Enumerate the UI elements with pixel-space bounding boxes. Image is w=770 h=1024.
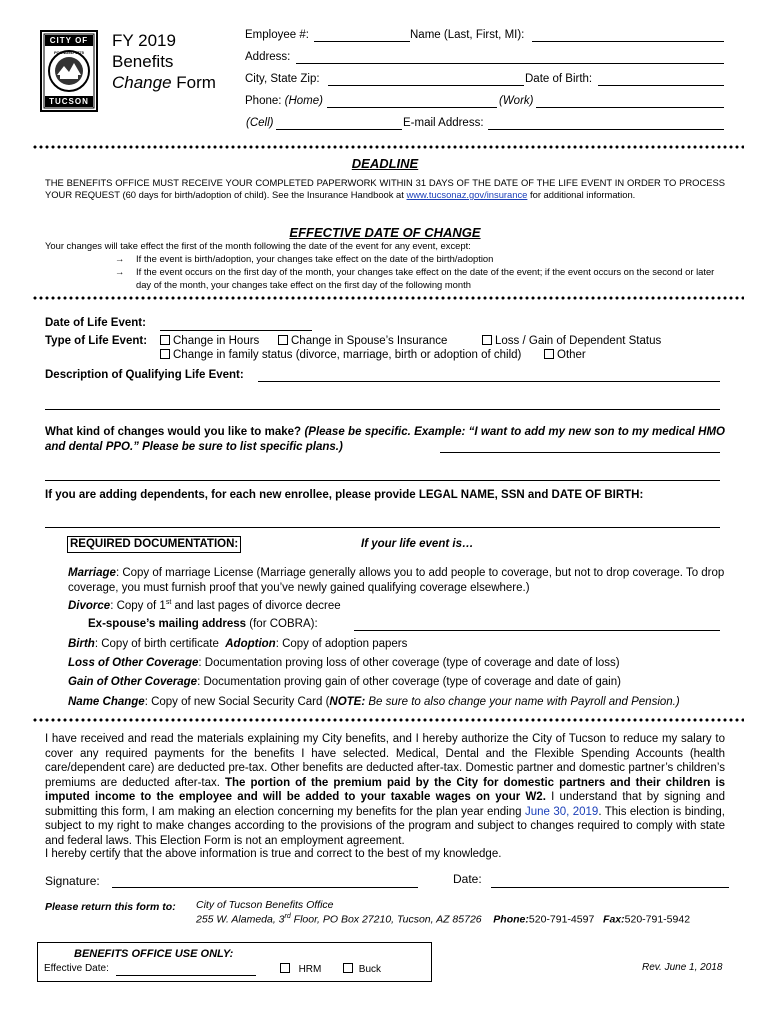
checkbox[interactable] xyxy=(160,335,170,345)
description-input-1[interactable] xyxy=(258,381,720,382)
city-label: City, State Zip: xyxy=(245,73,320,85)
dotted-divider xyxy=(32,718,744,722)
return-address: 255 W. Alameda, 3rd Floor, PO Box 27210, Tucson, AZ 85726 Phone:520-791-4597 Fax:520-791-5942 xyxy=(196,913,691,926)
changes-input-2[interactable] xyxy=(45,480,720,481)
checkbox[interactable] xyxy=(544,349,554,359)
dependents-input[interactable] xyxy=(45,527,720,528)
work-phone-input[interactable] xyxy=(536,107,724,108)
required-doc-box: REQUIRED DOCUMENTATION: xyxy=(67,536,241,553)
option-family-status[interactable]: Change in family status (divorce, marriage, birth or adoption of child) xyxy=(160,349,521,361)
name-input[interactable] xyxy=(532,41,724,42)
effective-intro: Your changes will take effect the first of the month following the date of the event for any event, except: xyxy=(45,240,471,251)
form-title xyxy=(112,30,216,93)
name-change-doc: Name Change: Copy of new Social Security Card (NOTE: Be sure to also change your name with Payroll and Pension.) xyxy=(68,696,680,708)
logo-text-bottom: TUCSON xyxy=(49,97,89,106)
home-phone-input[interactable] xyxy=(327,107,497,108)
if-life-event-label: If your life event is… xyxy=(361,538,474,550)
effective-heading: EFFECTIVE DATE OF CHANGE xyxy=(289,225,481,240)
office-use-box xyxy=(37,942,432,982)
dependents-label: If you are adding dependents, for each new enrollee, please provide LEGAL NAME, SSN and DATE OF BIRTH: xyxy=(45,489,644,501)
exspouse-doc: Ex-spouse’s mailing address (for COBRA): xyxy=(88,618,318,630)
phone-label xyxy=(245,95,323,107)
effective-bullet-arrow-1: → xyxy=(115,253,125,264)
description-input-2[interactable] xyxy=(45,409,720,410)
return-label: Please return this form to: xyxy=(45,901,176,913)
divorce-doc: Divorce: Copy of 1st and last pages of divorce decree xyxy=(68,599,341,612)
effective-date-label: Effective Date: xyxy=(44,963,109,974)
marriage-doc: Marriage: Copy of marriage License (Marriage generally allows you to add people to coverage, but not to drop coverage. To drop coverage, you must furnish proof that you’ve newly gained qualifying coverage elsewhere.) xyxy=(68,567,725,594)
title-change: Change xyxy=(112,73,172,92)
dotted-divider xyxy=(32,145,744,149)
life-event-date-label: Date of Life Event: xyxy=(45,317,146,329)
return-office: City of Tucson Benefits Office xyxy=(196,899,334,911)
option-dependent-status[interactable]: Loss / Gain of Dependent Status xyxy=(482,335,661,347)
revision-date: Rev. June 1, 2018 xyxy=(642,962,723,973)
work-label: (Work) xyxy=(499,95,534,107)
gain-doc: Gain of Other Coverage: Documentation proving gain of other coverage (type of coverage and date of gain) xyxy=(68,676,621,688)
signature-label: Signature: xyxy=(45,874,100,888)
cell-input[interactable] xyxy=(276,129,402,130)
title-year: FY 2019 xyxy=(112,31,176,50)
title-benefits: Benefits xyxy=(112,52,174,71)
life-event-type-row: Type of Life Event: xyxy=(45,335,148,347)
option-other[interactable]: Other xyxy=(544,349,586,361)
buck-option[interactable]: Buck xyxy=(343,963,381,975)
exspouse-input[interactable] xyxy=(354,630,720,631)
city-logo xyxy=(40,30,98,112)
address-input[interactable] xyxy=(296,63,724,64)
checkbox[interactable] xyxy=(482,335,492,345)
checkbox[interactable] xyxy=(278,335,288,345)
signature-input[interactable] xyxy=(112,887,418,888)
authorization-text: I have received and read the materials explaining my City benefits, and I hereby authorize the City of Tucson to reduce my salary to cover any required payments for the benefits I have selected. Medical, Dental and the Flexible Spending Accounts (health care/dependent care) are deducted pre-tax. Other benefits are deducted after-tax. Domestic partner and domestic partner’s children’s premiums are deducted after-tax. The portion of the premium paid by the City for domestic partners and their children is imputed income to the employee and will be added to your taxable wages on your W2. I understand that by signing and submitting this form, I am making an election concerning my benefits for the plan year ending June 30, 2019. This election is binding, subject to my right to make changes according to the provisions of the program and subject to changes required to comply with state and federal laws. This Election Form is not an employment agreement. xyxy=(45,733,725,847)
phone-number: 520-791-4597 xyxy=(528,913,595,926)
effective-bullet-2: If the event occurs on the first day of the month, your changes take effect on the date of the event; if the event occurs on the second or later day of the month, your changes take effect on the first day of the following month xyxy=(136,266,715,290)
deadline-heading: DEADLINE xyxy=(351,156,419,171)
office-use-title: BENEFITS OFFICE USE ONLY: xyxy=(74,948,234,960)
changes-input-1[interactable] xyxy=(440,452,720,453)
effective-date-input[interactable] xyxy=(116,975,256,976)
description-label: Description of Qualifying Life Event: xyxy=(45,369,244,381)
city-input[interactable] xyxy=(328,85,524,86)
plan-year-end-date: June 30, 2019 xyxy=(524,805,599,818)
logo-text-top: CITY OF xyxy=(49,36,89,45)
life-event-date-input[interactable] xyxy=(160,330,312,331)
birth-adoption-doc: Birth: Copy of birth certificate Adoption: Copy of adoption papers xyxy=(68,638,408,650)
name-label: Name (Last, First, MI): xyxy=(410,29,525,41)
employee-label: Employee #: xyxy=(245,29,309,41)
certify-text: I hereby certify that the above information is true and correct to the best of my knowledge. xyxy=(45,848,502,860)
cell-label: (Cell) xyxy=(246,117,274,129)
email-label: E-mail Address: xyxy=(403,117,484,129)
changes-question: What kind of changes would you like to make? (Please be specific. Example: “I want to add my new son to my medical HMO and dental PPO.” Please be sure to list specific plans.) xyxy=(45,426,726,453)
fax-number: 520-791-5942 xyxy=(624,913,691,926)
dob-input[interactable] xyxy=(598,85,724,86)
employee-input[interactable] xyxy=(314,41,410,42)
dotted-divider xyxy=(32,296,744,300)
date-label: Date: xyxy=(453,872,482,886)
dob-label: Date of Birth: xyxy=(525,73,593,85)
checkbox[interactable] xyxy=(343,963,353,973)
effective-bullet-1: If the event is birth/adoption, your changes take effect on the date of the birth/adoption xyxy=(136,253,494,264)
effective-bullet-arrow-2: → xyxy=(115,266,125,277)
deadline-text: THE BENEFITS OFFICE MUST RECEIVE YOUR COMPLETED PAPERWORK WITHIN 31 DAYS OF THE DATE OF THE LIFE EVENT IN ORDER TO PROCESS YOUR REQUEST (60 days for birth/adoption of child). See the Insurance Handbook at www.tucsonaz.gov/insurance for additional information. xyxy=(45,177,725,200)
option-spouse-insurance[interactable]: Change in Spouse’s Insurance xyxy=(278,335,447,347)
home-text: (Home) xyxy=(284,95,323,107)
address-label: Address: xyxy=(245,51,291,63)
title-form: Form xyxy=(176,73,216,92)
insurance-link[interactable]: www.tucsonaz.gov/insurance xyxy=(406,189,528,200)
email-input[interactable] xyxy=(488,129,724,130)
date-input[interactable] xyxy=(491,887,729,888)
phone-text: Phone: xyxy=(245,95,282,107)
checkbox[interactable] xyxy=(160,349,170,359)
logo-seal-text: FOUNDED 1775 xyxy=(54,50,84,55)
checkbox[interactable] xyxy=(280,963,290,973)
hrm-option[interactable]: HRM xyxy=(280,963,321,975)
option-change-hours[interactable]: Change in Hours xyxy=(160,335,259,347)
loss-doc: Loss of Other Coverage: Documentation proving loss of other coverage (type of coverage and date of loss) xyxy=(68,657,620,669)
